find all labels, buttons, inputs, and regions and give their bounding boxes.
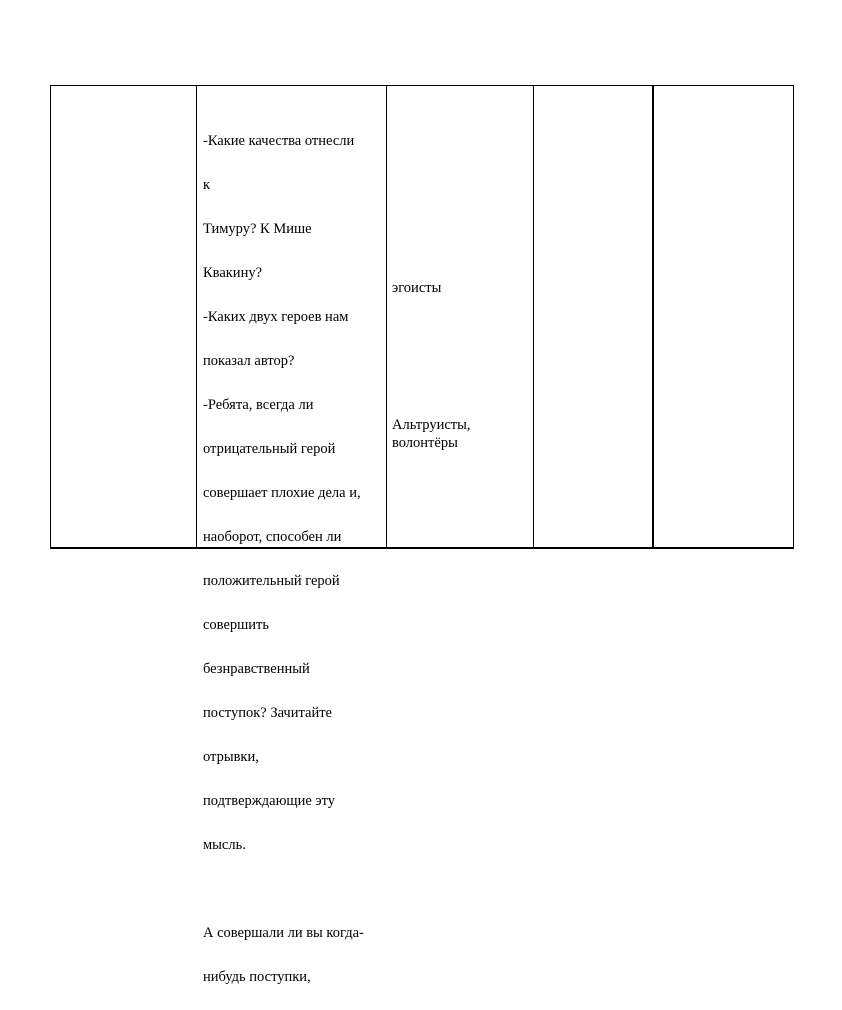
dialogue-line: -Каких двух героев нам	[203, 309, 349, 325]
term-egoists: эгоисты	[392, 280, 442, 296]
dialogue-line: совершить	[203, 617, 270, 633]
table-cell-student-activity	[387, 86, 534, 547]
dialogue-line: безнравственный	[203, 661, 310, 677]
term-altruists-line: Альтруисты,	[392, 417, 471, 433]
dialogue-line: показал автор?	[203, 353, 295, 369]
dialogue-line: нибудь поступки,	[203, 969, 311, 985]
table-cell-uud	[534, 86, 654, 547]
dialogue-line: мысль.	[203, 837, 246, 853]
term-altruists-line: волонтёры	[392, 435, 458, 451]
dialogue-line: отрывки,	[203, 749, 259, 765]
table-cell-teacher-activity	[197, 86, 387, 985]
dialogue-line: отрицательный герой	[203, 441, 336, 457]
dialogue-line: наоборот, способен ли	[203, 529, 342, 545]
dialogue-line: подтверждающие эту	[203, 793, 336, 809]
table-cell-notes	[654, 86, 793, 547]
dialogue-line: -Какие качества отнесли	[203, 133, 355, 149]
table-cell-stage	[51, 86, 197, 547]
paragraph-gap	[203, 878, 383, 900]
dialogue-line: поступок? Зачитайте	[203, 705, 332, 721]
dialogue-line: Квакину?	[203, 265, 263, 281]
dialogue-line: к	[203, 177, 211, 193]
dialogue-line: А совершали ли вы когда-	[203, 925, 364, 941]
teacher-questions	[203, 108, 383, 985]
dialogue-line: совершает плохие дела и,	[203, 485, 361, 501]
dialogue-line: Тимуру? К Мише	[203, 221, 312, 237]
term-altruists	[392, 416, 532, 452]
lesson-table	[50, 85, 794, 985]
dialogue-line: положительный герой	[203, 573, 340, 589]
dialogue-line: -Ребята, всегда ли	[203, 397, 314, 413]
